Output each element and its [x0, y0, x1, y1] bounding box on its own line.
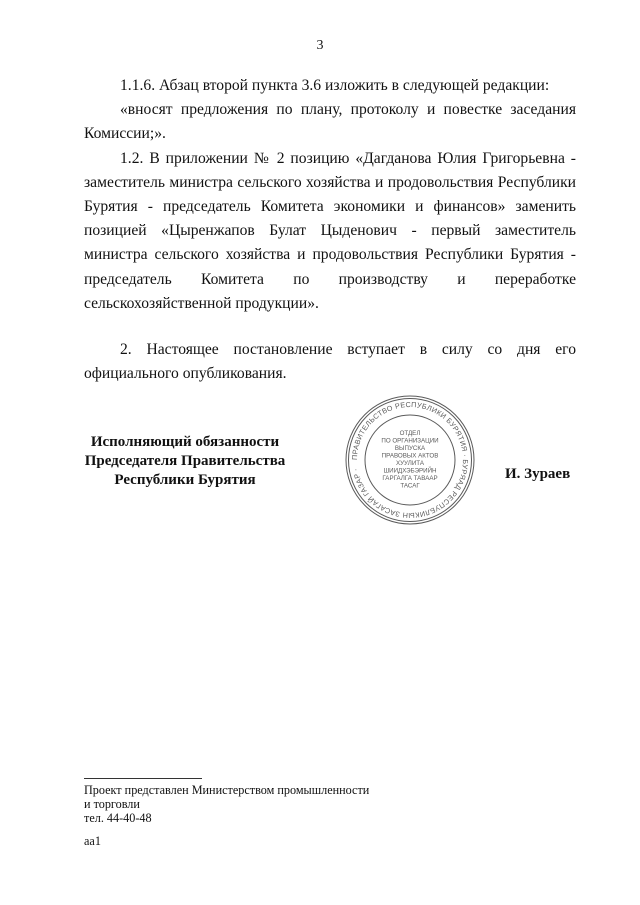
- official-seal-icon: [343, 393, 477, 527]
- footnote: [84, 783, 414, 825]
- seal-center-line: ТАСАГ: [400, 482, 420, 490]
- signatory-title-line: Республики Бурятия: [114, 472, 256, 488]
- seal-center-line: ГАРГАЛГА ТАВААР: [382, 475, 438, 482]
- paragraph-1-2: 1.2. В приложении № 2 позицию «Дагданова Юлия Григорьевна - заместитель министра сельского хозяйства и продовольствия Республики Бурятия - председатель Комитета экономики и финансов» заменить позицией «Цыренжапов Булат Цыденович - первый заместитель министра сельского хозяйства и продовольствия Республики Бурятия - председатель Комитета по производству и переработке сельскохозяйственной продукции».: [84, 149, 576, 312]
- signatory-title: [78, 433, 292, 490]
- seal-center-line: ОТДЕЛ: [399, 430, 421, 437]
- seal-center-line: ХУУЛИТА: [396, 460, 424, 467]
- paragraph-2: 2. Настоящее постановление вступает в силу со дня его официального опубликования.: [84, 341, 576, 383]
- signer-name: И. Зураев: [505, 466, 571, 482]
- footnote-line: и торговли: [84, 797, 140, 811]
- paragraph-quote: «вносят предложения по плану, протоколу и повестке заседания Комиссии;».: [84, 101, 576, 143]
- seal-center-line: ШИИДХЭБЭРИЙН: [383, 467, 437, 475]
- page-number: 3: [316, 38, 324, 53]
- signatory-title-line: Исполняющий обязанности: [90, 434, 280, 450]
- document-body: [84, 74, 576, 386]
- seal-center-line: ПО ОРГАНИЗАЦИИ: [381, 437, 439, 445]
- document-code: аа1: [84, 834, 101, 848]
- seal-center-line: ПРАВОВЫХ АКТОВ: [381, 452, 439, 460]
- seal-ring-text: ПРАВИТЕЛЬСТВО РЕСПУБЛИКИ БУРЯТИЯ · БУРЯАД РЕСПУБЛИКЫН ЗАСАГАЙ ГАЗАР ·: [349, 399, 471, 521]
- footnote-divider: [84, 778, 202, 779]
- seal-center-line: ВЫПУСКА: [394, 445, 426, 452]
- paragraph-1-1-6: 1.1.6. Абзац второй пункта 3.6 изложить в следующей редакции:: [120, 77, 550, 94]
- footnote-line: тел. 44-40-48: [84, 811, 152, 825]
- signatory-title-line: Председателя Правительства: [84, 453, 286, 469]
- footnote-line: Проект представлен Министерством промышленности: [84, 783, 370, 797]
